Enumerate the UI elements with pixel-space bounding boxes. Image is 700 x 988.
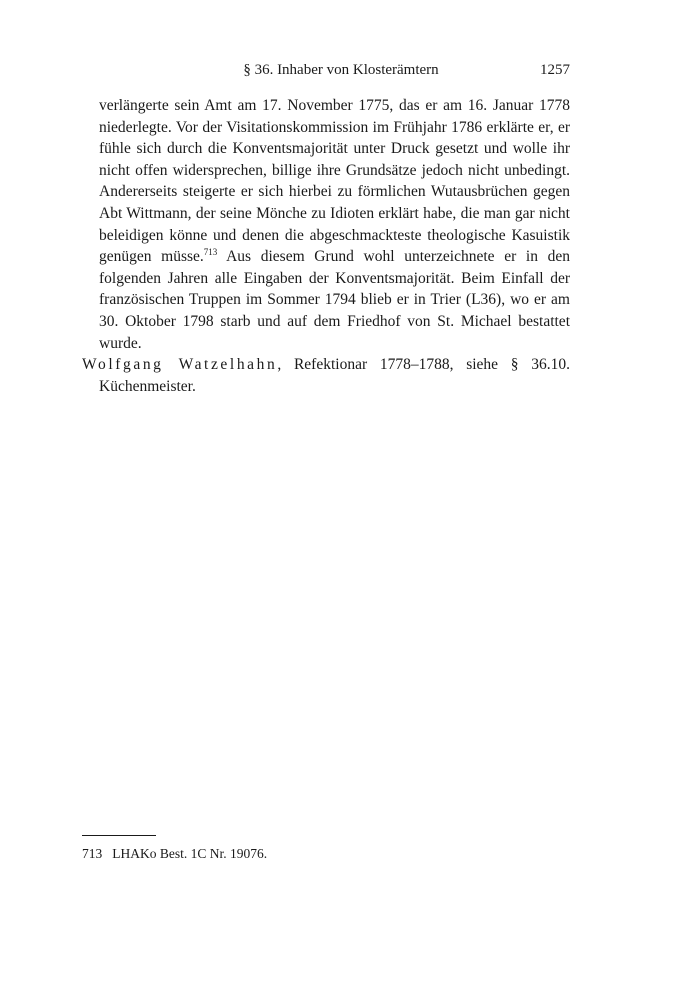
footnote (82, 845, 570, 863)
page-number: 1257 (540, 62, 570, 78)
footnote-text: LHAKo Best. 1C Nr. 19076. (112, 846, 268, 861)
entry-name: Wolfgang Watzelhahn (82, 356, 278, 374)
running-title: § 36. Inhaber von Klosterämtern (243, 62, 439, 78)
paragraph-continuation (82, 95, 570, 354)
footnote-reference[interactable]: 713 (203, 247, 218, 257)
entry-paragraph (82, 354, 570, 397)
paragraph-text: Aus diesem Grund wohl unterzeichnete er in den folgenden Jahren alle Eingaben der Konventsmajorität. Beim Einfall der französischen Truppen im Sommer 1794 blieb er in Trier (L36), wo er am 30. Oktober 1798 starb und auf dem Friedhof von St. Michael bestattet wurde. (99, 248, 570, 352)
running-head (82, 62, 570, 82)
paragraph-text: verlängerte sein Amt am 17. November 1775, das er am 16. Januar 1778 niederlegte. Vor der Visitationskommission im Frühjahr 1786 erklärte er, er fühle sich durch die Konventsmajorität unter Druck gesetzt und wolle ihr nicht offen widersprechen, billige ihre Grundsätze jedoch nicht unbedingt. Andererseits steigerte er sich hierbei zu förmlichen Wutausbrüchen gegen Abt Wittmann, der seine Mönche zu Idioten erklärt habe, die man gar nicht beleidigen könne und denen die abgeschmackteste theologische Kasuistik genügen müsse. (99, 97, 570, 266)
footnote-number: 713 (82, 846, 103, 861)
footnote-divider (82, 835, 156, 836)
body-text (82, 95, 570, 397)
entry-text: , Refektionar 1778–1788, siehe § 36.10. Küchenmeister. (99, 356, 570, 395)
